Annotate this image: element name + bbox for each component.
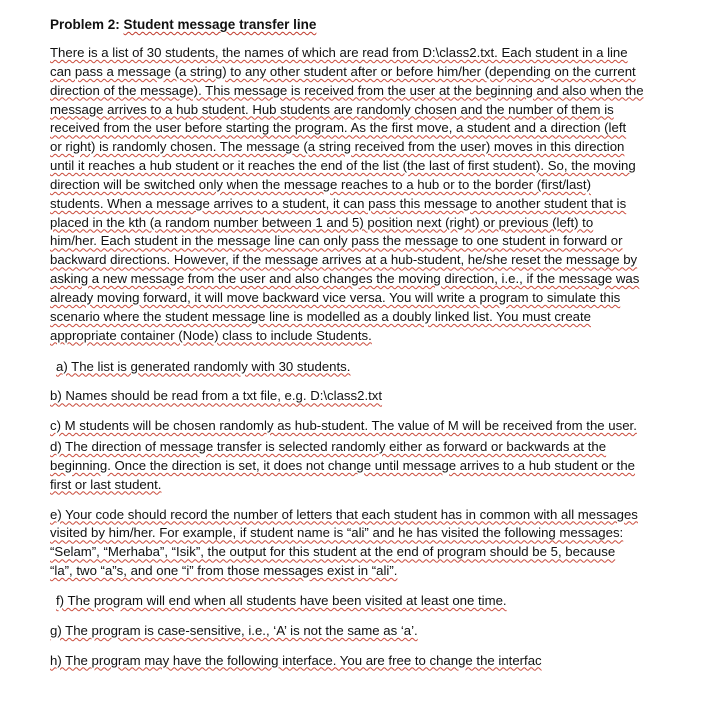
requirement-c: c) M students will be chosen randomly as hub-student. The value of M will be received from the user. (50, 418, 637, 434)
requirement-g: g) The program is case-sensitive, i.e., ‘A’ is not the same as ‘a’. (50, 622, 418, 638)
requirement-h: h) The program may have the following interface. You are free to change the interfac (50, 652, 542, 668)
problem-title (50, 16, 662, 34)
document-page (50, 16, 662, 681)
requirement-f: f) The program will end when all students have been visited at least one time. (56, 592, 507, 608)
requirement-d: d) The direction of message transfer is selected randomly either as forward or backwards at the beginning. Once the direction is set, it does not change until message arrives to a hub student or the first or last student. (50, 439, 636, 492)
problem-title-prefix: Problem 2: (50, 17, 124, 32)
requirement-b: b) Names should be read from a txt file, e.g. D:\class2.txt (50, 388, 383, 404)
requirement-a: a) The list is generated randomly with 30 students. (56, 358, 351, 374)
problem-description: There is a list of 30 students, the names of which are read from D:\class2.txt. Each student in a line can pass a message (a string) to any other student after or before him/her (depending on the current direction of the message). This message is received from the user at the beginning and also when the message arrives to a hub student. Hub students are randomly chosen and the number of them is received from the user before starting the program. As the first move, a student and a direction (left or right) is randomly chosen. The message (a string received from the user) moves in this direction until it reaches a hub student or it reaches the end of the list (the last of first student). So, the moving direction will be switched only when the message reaches to a hub or to the border (first/last) students. When a message arrives to a student, it can pass this message to another student that is placed in the kth (a random number between 1 and 5) position next (right) or previous (left) to him/her. Each student in the message line can only pass the message to one student in forward or backward directions. However, if the message arrives at a hub-student, he/she reset the message by asking a new message from the user and also changes the moving direction, i.e., if the message was already moving forward, it will move backward vice versa. You will write a program to simulate this scenario where the student message line is modelled as a doubly linked list. You must create appropriate container (Node) class to include Students. (50, 45, 644, 343)
problem-title-main: Student message transfer line (123, 17, 317, 32)
requirement-e: e) Your code should record the number of letters that each student has in common with all messages visited by him/her. For example, if student name is “ali” and he has visited the following messages: “Selam”, “Merhaba”, “Isik”, the output for this student at the end of program should be 5, because “la”, two “a”s, and one “i” from those messages exist in “ali”. (50, 506, 638, 579)
